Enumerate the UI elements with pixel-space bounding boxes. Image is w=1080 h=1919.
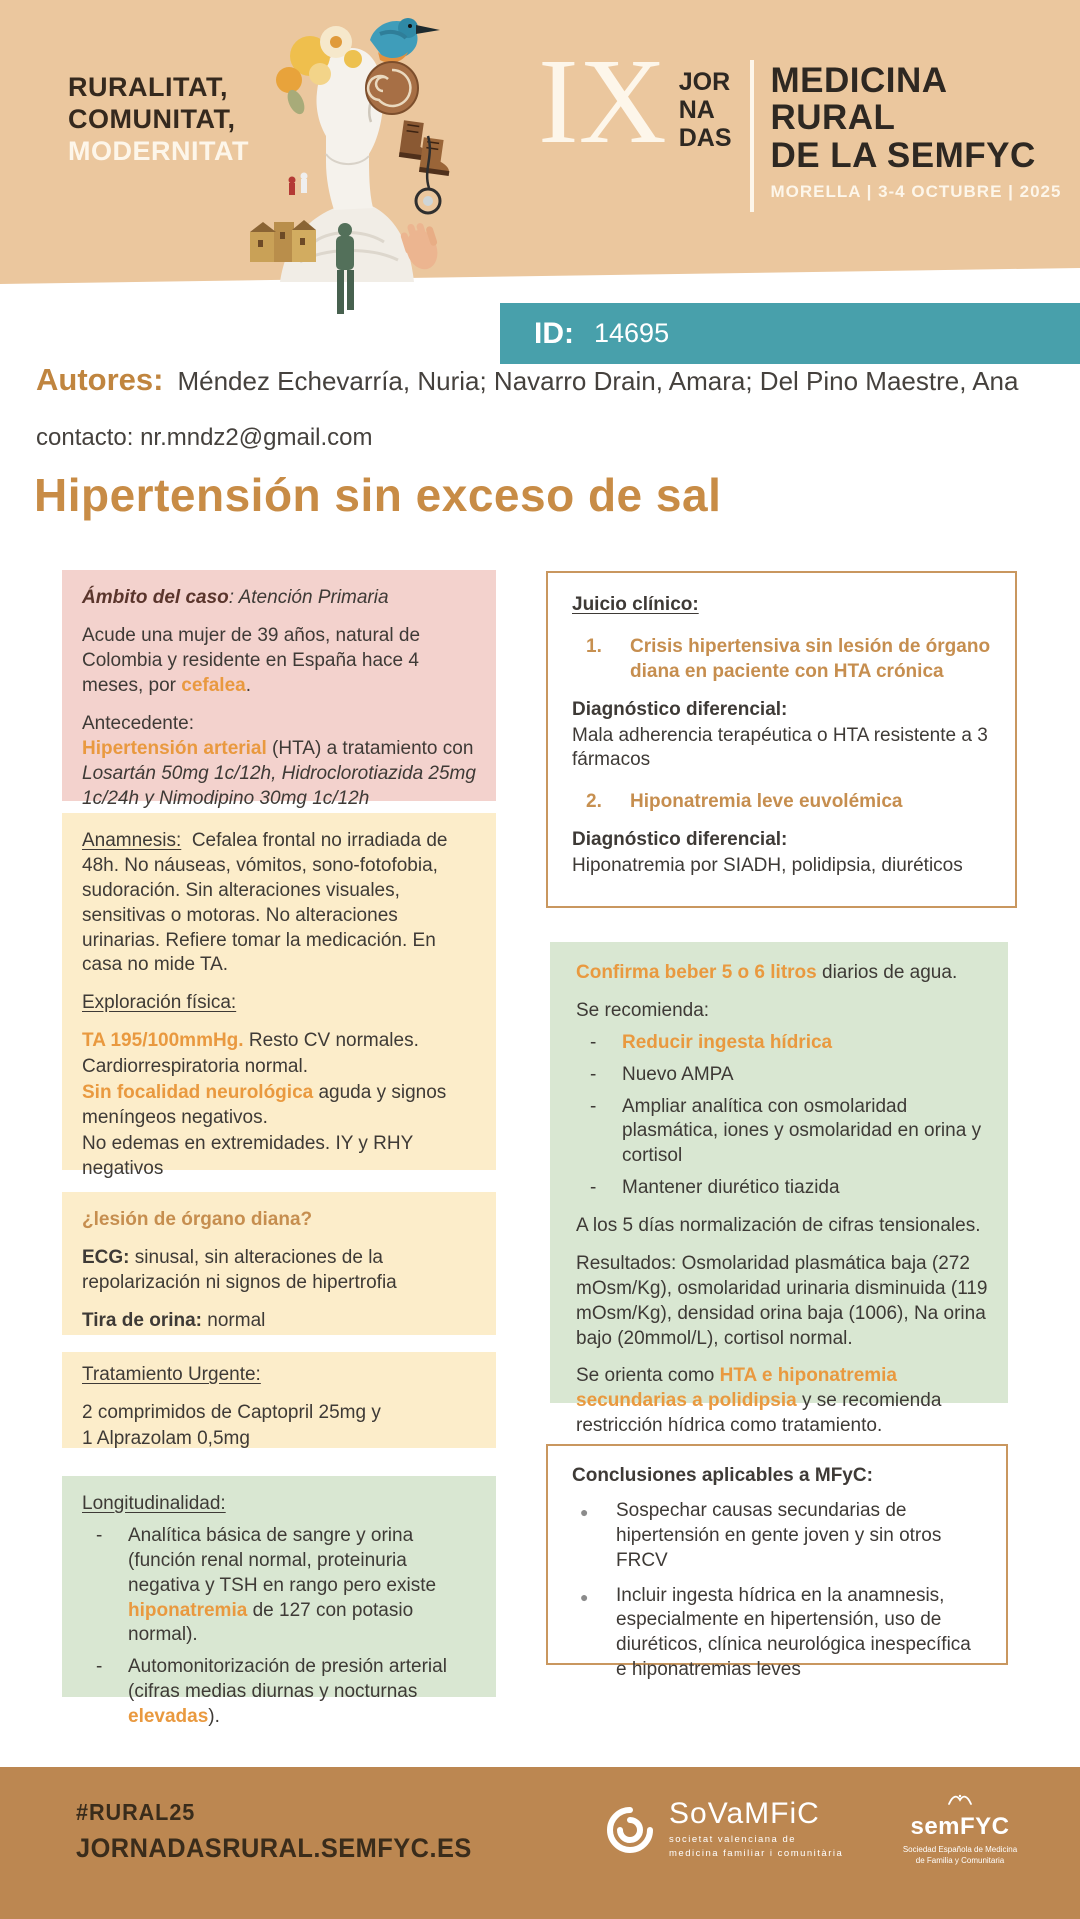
statue-figurine-icon <box>336 223 354 314</box>
text-segment: Hipertensión arterial <box>82 738 267 760</box>
id-label: ID: <box>534 316 574 350</box>
authors-line <box>36 362 1056 398</box>
event-title-line-1: MEDICINA RURAL <box>770 61 947 138</box>
text-segment: diarios de agua. <box>816 962 958 983</box>
text-segment: ECG: <box>82 1246 130 1268</box>
text-segment: Hiponatremia por SIADH, polidipsia, diuréticos <box>572 855 963 876</box>
text-segment: Acude una mujer de 39 años, natural de Colombia y residente en España hace 4 meses, por <box>82 624 421 696</box>
text-segment: Juicio clínico: <box>572 594 699 615</box>
paragraph <box>82 1055 478 1080</box>
text-segment: (HTA) a tratamiento con <box>266 738 474 760</box>
text-segment: HTA e hiponatremia secundarias a polidipsia <box>576 1365 897 1412</box>
text-segment: Tratamiento Urgente: <box>82 1364 261 1385</box>
text-segment: No edemas en extremidades. IY y RHY negativos <box>82 1132 413 1179</box>
text-segment: . <box>245 674 251 696</box>
paragraph <box>572 698 991 723</box>
box-lesion <box>62 1192 496 1335</box>
sovamfic-logo <box>604 1799 843 1861</box>
text-segment: Reducir ingesta hídrica <box>622 1031 833 1053</box>
text-segment: Sospechar causas secundarias de hipertensión en gente joven y sin otros FRCV <box>616 1499 942 1571</box>
paragraph <box>82 1246 478 1296</box>
text-segment: Mala adherencia terapéutica o HTA resistente a 3 fármacos <box>572 724 988 771</box>
text-segment: Anamnesis: <box>82 830 182 851</box>
event-word-jornadas: JOR NA DAS <box>678 68 732 152</box>
paragraph <box>576 1252 988 1352</box>
footer-url[interactable]: JORNADASRURAL.SEMFYC.ES <box>76 1833 472 1863</box>
box-longitudinalidad <box>62 1476 496 1727</box>
text-segment: 1 Alprazolam 0,5mg <box>82 1427 250 1449</box>
text-segment: Tira de orina: <box>82 1309 203 1331</box>
paragraph <box>572 828 991 853</box>
list-item <box>576 1031 988 1056</box>
id-bar <box>500 303 1080 364</box>
list-marker: - <box>96 1656 103 1678</box>
text-segment: Resultados: Osmolaridad plasmática baja (272 mOsm/Kg), osmolaridad urinaria disminuida (119 mOsm/Kg), densidad orina baja (1006), Na orina bajo (20mmol/L), cortisol normal. <box>576 1252 988 1349</box>
event-title-line-2: DE LA SEMFYC <box>770 135 1036 175</box>
text-segment: sinusal, sin alteraciones de la repolarización ni signos de hipertrofia <box>82 1246 397 1293</box>
list-item <box>572 635 991 685</box>
text-segment: : Atención Primaria <box>228 587 389 608</box>
text-segment: aguda y signos meníngeos negativos. <box>82 1081 447 1128</box>
event-subtitle: MORELLA | 3-4 OCTUBRE | 2025 <box>770 182 1062 202</box>
list-marker: ● <box>580 1588 589 1605</box>
text-segment: ¿lesión de órgano diana? <box>82 1209 313 1230</box>
list-marker: ● <box>580 1503 589 1520</box>
paragraph <box>82 829 478 978</box>
list-marker: 2. <box>586 791 602 813</box>
text-segment: y se recomienda restricción hídrica como tratamiento. <box>576 1390 942 1437</box>
text-segment: 2 comprimidos de Captopril 25mg y <box>82 1401 381 1423</box>
text-segment: normal <box>202 1309 266 1331</box>
paragraph <box>576 999 988 1024</box>
list-item <box>572 1499 982 1574</box>
footer-band <box>0 1767 1080 1919</box>
list-marker: - <box>96 1524 103 1546</box>
list-item <box>576 1095 988 1170</box>
tiny-figures-icon <box>289 173 308 196</box>
paragraph <box>82 1309 478 1334</box>
boots-icon <box>397 120 455 176</box>
header-collage-illustration <box>222 4 457 319</box>
ammonite-icon <box>366 62 418 114</box>
paragraph <box>572 854 991 879</box>
text-segment: Resto CV normales. <box>243 1030 419 1052</box>
text-segment: Conclusiones aplicables a MFyC: <box>572 1465 873 1486</box>
sovamfic-swirl-icon <box>604 1804 656 1856</box>
paragraph <box>82 737 478 812</box>
footer-tags <box>76 1799 472 1864</box>
text-segment: Hiponatremia leve euvolémica <box>630 791 903 813</box>
paragraph <box>576 1214 988 1239</box>
tagline-line-2: COMUNITAT, <box>68 103 236 134</box>
paragraph <box>82 586 478 611</box>
text-segment: hiponatremia <box>128 1599 248 1621</box>
tagline-line-3: MODERNITAT <box>68 135 249 166</box>
paragraph <box>82 1081 478 1131</box>
box-anamnesis <box>62 813 496 1179</box>
semfyc-logo <box>898 1793 1022 1867</box>
paragraph <box>572 724 991 774</box>
semfyc-bird-icon <box>947 1793 973 1806</box>
semfyc-subtitle: Sociedad Española de Medicina de Familia y Comunitaria <box>902 1845 1018 1865</box>
sovamfic-subtitle: societat valenciana de medicina familiar i comunitària <box>669 1834 844 1859</box>
text-segment: elevadas <box>128 1706 209 1727</box>
paragraph <box>82 1132 478 1182</box>
contact-email[interactable]: contacto: nr.mndz2@gmail.com <box>36 424 373 451</box>
paragraph <box>82 1208 478 1233</box>
text-segment: A los 5 días normalización de cifras tensionales. <box>576 1215 981 1236</box>
text-segment: cefalea <box>181 674 246 696</box>
paragraph <box>572 1464 982 1489</box>
text-segment: Longitudinalidad: <box>82 1493 226 1514</box>
text-segment: Exploración física: <box>82 992 237 1014</box>
list-item <box>576 1176 988 1201</box>
text-segment: Analítica básica de sangre y orina (función renal normal, proteinuria negativa y TSH en rango pero existe <box>128 1524 437 1596</box>
list-marker: - <box>590 1177 597 1199</box>
paragraph <box>576 1364 988 1439</box>
paragraph <box>576 961 988 986</box>
tagline-line-1: RURALITAT, <box>68 72 228 102</box>
event-numeral: IX <box>538 34 667 169</box>
list-item <box>572 790 991 815</box>
text-segment: Cefalea frontal no irradiada de 48h. No náuseas, vómitos, sono-fotofobia, sudoración. Sin alteraciones visuales, sensitivas o motoras. No alteraciones urinarias. Refiere tomar la medicación. En casa no mide TA. <box>82 830 448 976</box>
text-segment: Se recomienda: <box>576 999 710 1021</box>
authors-label: Autores: <box>36 362 164 397</box>
paragraph <box>82 1029 478 1054</box>
list-marker: - <box>590 1095 597 1117</box>
poster-title: Hipertensión sin exceso de sal <box>34 469 722 521</box>
box-conclusiones <box>546 1444 1008 1681</box>
authors-names: Méndez Echevarría, Nuria; Navarro Drain, Amara; Del Pino Maestre, Ana <box>177 366 1019 396</box>
paragraph <box>82 624 478 699</box>
box-juicio <box>546 571 1017 908</box>
text-segment: Antecedente: <box>82 712 194 734</box>
text-segment: Diagnóstico diferencial: <box>572 829 788 851</box>
paragraph <box>82 1492 478 1517</box>
sovamfic-name: SoVaMFiC <box>669 1797 820 1830</box>
text-segment: Incluir ingesta hídrica en la anamnesis, especialmente en hipertensión, uso de diuréticos, clínica neurológica inespecífica e hiponatremias leves <box>616 1584 971 1681</box>
text-segment: TA 195/100mmHg. <box>82 1030 244 1052</box>
paragraph <box>82 991 478 1016</box>
paragraph <box>82 1401 478 1426</box>
box-plan <box>550 942 1008 1437</box>
text-segment: Cardiorrespiratoria normal. <box>82 1056 308 1077</box>
list-item <box>576 1063 988 1088</box>
text-segment: ). <box>208 1706 220 1727</box>
list-item <box>572 1584 982 1684</box>
paragraph <box>82 1427 478 1452</box>
text-segment: Mantener diurético tiazida <box>622 1177 840 1199</box>
id-value: 14695 <box>594 318 670 348</box>
kingfisher-icon <box>370 18 440 63</box>
text-segment: de 127 con potasio normal). <box>128 1599 414 1646</box>
list-marker: - <box>590 1031 597 1053</box>
list-item <box>82 1524 478 1648</box>
sovamfic-text <box>669 1799 843 1861</box>
list-item <box>82 1655 478 1730</box>
logo-divider <box>750 60 754 212</box>
event-logo <box>538 34 1080 212</box>
text-segment: Ampliar analítica con osmolaridad plasmática, iones y osmolaridad en orina y cortisol <box>622 1095 982 1167</box>
village-icon <box>250 220 316 262</box>
paragraph <box>82 712 478 737</box>
list-marker: 1. <box>586 635 602 657</box>
box-tratamiento <box>62 1352 496 1448</box>
text-segment: Se orienta como <box>576 1365 720 1387</box>
text-segment: Confirma beber 5 o 6 litros <box>576 962 817 983</box>
list-marker: - <box>590 1063 597 1085</box>
text-segment: Crisis hipertensiva sin lesión de órgano diana en paciente con HTA crónica <box>630 635 991 682</box>
semfyc-name: semFYC <box>910 1813 1010 1840</box>
text-segment: Automonitorización de presión arterial (cifras medias diurnas y nocturnas <box>128 1656 447 1703</box>
paragraph <box>572 593 991 618</box>
text-segment: Sin focalidad neurológica <box>82 1081 314 1103</box>
box-ambito <box>62 570 496 810</box>
text-segment: Nuevo AMPA <box>622 1063 734 1085</box>
footer-hashtag: #RURAL25 <box>76 1799 196 1825</box>
text-segment: Diagnóstico diferencial: <box>572 698 788 720</box>
text-segment: Losartán 50mg 1c/12h, Hidroclorotiazida 25mg 1c/24h y Nimodipino 30mg 1c/12h <box>82 763 476 810</box>
paragraph <box>82 1363 478 1388</box>
event-title <box>770 62 1080 202</box>
text-segment: Ámbito del caso <box>82 587 229 608</box>
